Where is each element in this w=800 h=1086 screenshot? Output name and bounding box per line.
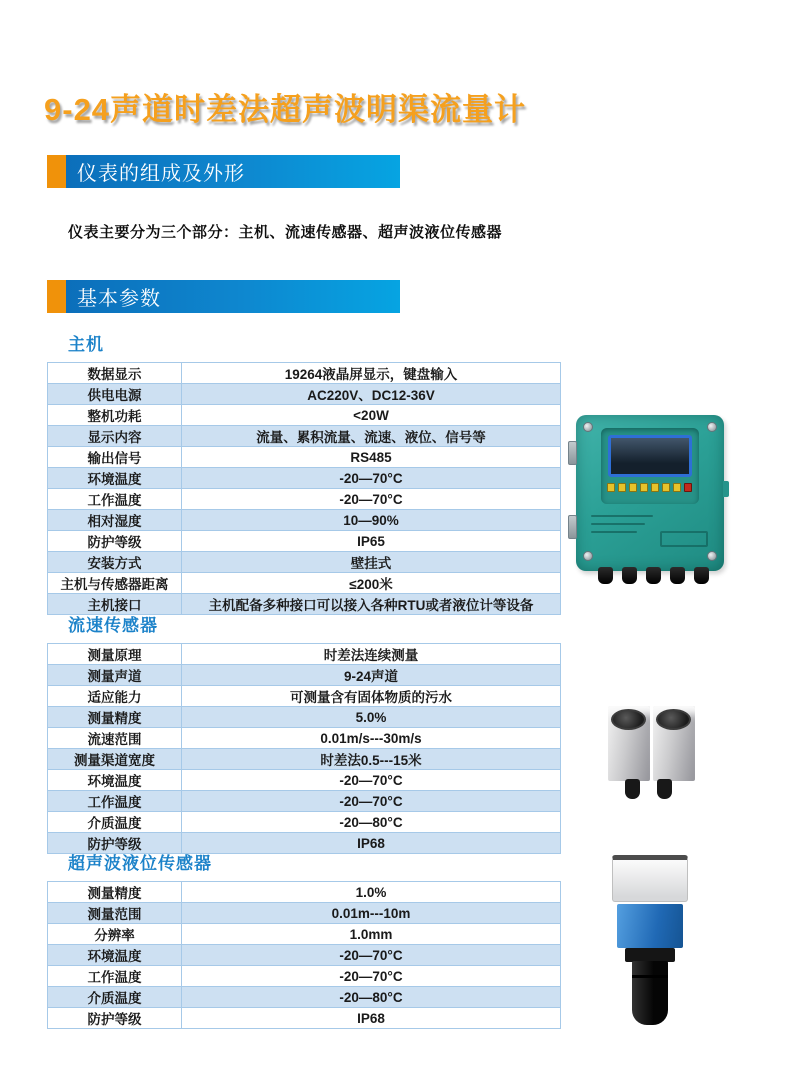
corner-screw: [707, 422, 717, 432]
spec-row: [48, 489, 561, 510]
spec-label: 显示内容: [48, 426, 182, 447]
spec-label: 适应能力: [48, 686, 182, 707]
spec-value: -20—80°C: [182, 987, 561, 1008]
spec-value: ≤200米: [182, 573, 561, 594]
keypad-button: [607, 483, 615, 492]
spec-row: [48, 987, 561, 1008]
spec-label: 测量范围: [48, 903, 182, 924]
spec-row: [48, 882, 561, 903]
spec-label: 防护等级: [48, 531, 182, 552]
spec-row: [48, 405, 561, 426]
page-title: 9-24声道时差法超声波明渠流量计: [44, 92, 527, 127]
spec-row: [48, 791, 561, 812]
spec-value: 9-24声道: [182, 665, 561, 686]
spec-value: 时差法连续测量: [182, 644, 561, 665]
spec-label: 防护等级: [48, 1008, 182, 1029]
sensor-head: [612, 855, 688, 902]
spec-value: IP68: [182, 833, 561, 854]
spec-value: 可测量含有固体物质的污水: [182, 686, 561, 707]
sensor-block: [653, 706, 695, 781]
level-sensor-photo: [602, 851, 698, 1033]
spec-label: 介质温度: [48, 812, 182, 833]
spec-row: [48, 770, 561, 791]
composition-description: 仪表主要分为三个部分：主机、流速传感器、超声波液位传感器: [68, 224, 503, 241]
spec-label: 输出信号: [48, 447, 182, 468]
mounting-stub: [657, 779, 672, 799]
spec-row: [48, 966, 561, 987]
side-tab: [723, 481, 729, 497]
sensor-block: [608, 706, 650, 781]
spec-row: [48, 945, 561, 966]
spec-row: [48, 447, 561, 468]
spec-table-level-sensor: [47, 881, 561, 1029]
spec-value: AC220V、DC12-36V: [182, 384, 561, 405]
keypad-button-red: [684, 483, 692, 492]
spec-table-velocity-sensor: [47, 643, 561, 854]
spec-row: [48, 363, 561, 384]
spec-label: 主机接口: [48, 594, 182, 615]
spec-label: 环境温度: [48, 770, 182, 791]
spec-label: 环境温度: [48, 945, 182, 966]
spec-value: 时差法0.5---15米: [182, 749, 561, 770]
spec-value: -20—70°C: [182, 770, 561, 791]
spec-label: 数据显示: [48, 363, 182, 384]
horn-band: [632, 975, 668, 978]
group-title-velocity-sensor: 流速传感器: [68, 616, 158, 635]
heading-text-basic-params: 基本参数: [77, 288, 161, 310]
spec-row: [48, 707, 561, 728]
spec-row: [48, 812, 561, 833]
vent-ridge: [591, 523, 645, 525]
spec-label: 分辨率: [48, 924, 182, 945]
spec-row: [48, 510, 561, 531]
spec-table-main-unit: [47, 362, 561, 615]
cable-gland: [646, 567, 661, 584]
spec-row: [48, 644, 561, 665]
sensor-collar: [625, 948, 675, 962]
cable-gland: [670, 567, 685, 584]
spec-row: [48, 531, 561, 552]
heading-accent-square: [47, 280, 66, 313]
spec-row: [48, 924, 561, 945]
spec-label: 介质温度: [48, 987, 182, 1008]
keypad-button: [618, 483, 626, 492]
spec-row: [48, 552, 561, 573]
keypad-button: [673, 483, 681, 492]
spec-label: 供电电源: [48, 384, 182, 405]
spec-value: -20—80°C: [182, 812, 561, 833]
vent-ridge: [591, 531, 637, 533]
cable-gland: [694, 567, 709, 584]
keypad-button: [651, 483, 659, 492]
spec-value: -20—70°C: [182, 468, 561, 489]
spec-row: [48, 384, 561, 405]
keypad: [607, 483, 693, 492]
spec-value: 主机配备多种接口可以接入各种RTU或者液位计等设备: [182, 594, 561, 615]
hinge: [568, 515, 577, 539]
keypad-button: [629, 483, 637, 492]
corner-screw: [583, 551, 593, 561]
spec-value: -20—70°C: [182, 945, 561, 966]
spec-value: -20—70°C: [182, 489, 561, 510]
mounting-stub: [625, 779, 640, 799]
spec-row: [48, 686, 561, 707]
transducer-face: [611, 709, 646, 730]
spec-label: 工作温度: [48, 489, 182, 510]
spec-row: [48, 468, 561, 489]
spec-label: 安装方式: [48, 552, 182, 573]
section-heading-composition: [47, 155, 400, 188]
spec-value: <20W: [182, 405, 561, 426]
cable-gland: [598, 567, 613, 584]
heading-text-composition: 仪表的组成及外形: [77, 163, 245, 185]
spec-label: 环境温度: [48, 468, 182, 489]
corner-screw: [583, 422, 593, 432]
spec-value: IP68: [182, 1008, 561, 1029]
spec-label: 测量精度: [48, 882, 182, 903]
spec-row: [48, 665, 561, 686]
spec-label: 测量原理: [48, 644, 182, 665]
spec-value: 5.0%: [182, 707, 561, 728]
spec-label: 工作温度: [48, 791, 182, 812]
cable-gland: [622, 567, 637, 584]
vent-ridge: [591, 515, 653, 517]
spec-value: 1.0mm: [182, 924, 561, 945]
spec-value: RS485: [182, 447, 561, 468]
heading-accent-square: [47, 155, 66, 188]
spec-value: 流量、累积流量、流速、液位、信号等: [182, 426, 561, 447]
spec-value: -20—70°C: [182, 966, 561, 987]
spec-row: [48, 573, 561, 594]
spec-row: [48, 903, 561, 924]
label-plate: [660, 531, 708, 547]
spec-value: 0.01m/s---30m/s: [182, 728, 561, 749]
main-unit-photo: [576, 415, 724, 571]
spec-row: [48, 426, 561, 447]
corner-screw: [707, 551, 717, 561]
keypad-button: [662, 483, 670, 492]
spec-label: 防护等级: [48, 833, 182, 854]
spec-value: 1.0%: [182, 882, 561, 903]
transducer-horn: [632, 961, 668, 1025]
spec-label: 相对湿度: [48, 510, 182, 531]
spec-row: [48, 1008, 561, 1029]
group-title-level-sensor: 超声波液位传感器: [68, 854, 212, 873]
spec-label: 测量精度: [48, 707, 182, 728]
spec-value: IP65: [182, 531, 561, 552]
param-group-velocity-sensor: [47, 611, 561, 854]
keypad-button: [640, 483, 648, 492]
spec-value: 壁挂式: [182, 552, 561, 573]
spec-row: [48, 749, 561, 770]
display-recess: [601, 428, 699, 504]
sensor-body: [617, 904, 683, 948]
spec-value: 0.01m---10m: [182, 903, 561, 924]
spec-label: 测量声道: [48, 665, 182, 686]
spec-value: -20—70°C: [182, 791, 561, 812]
hinge: [568, 441, 577, 465]
spec-value: 10—90%: [182, 510, 561, 531]
param-group-main-unit: [47, 330, 561, 615]
param-group-level-sensor: [47, 849, 561, 1029]
section-heading-basic-params: [47, 280, 400, 313]
lcd-screen: [608, 435, 692, 477]
transducer-face: [656, 709, 691, 730]
spec-label: 测量渠道宽度: [48, 749, 182, 770]
velocity-sensor-photo: [608, 706, 696, 798]
spec-label: 流速范围: [48, 728, 182, 749]
spec-label: 整机功耗: [48, 405, 182, 426]
group-title-main-unit: 主机: [68, 335, 104, 354]
spec-label: 主机与传感器距离: [48, 573, 182, 594]
spec-row: [48, 728, 561, 749]
spec-label: 工作温度: [48, 966, 182, 987]
spec-value: 19264液晶屏显示，键盘输入: [182, 363, 561, 384]
